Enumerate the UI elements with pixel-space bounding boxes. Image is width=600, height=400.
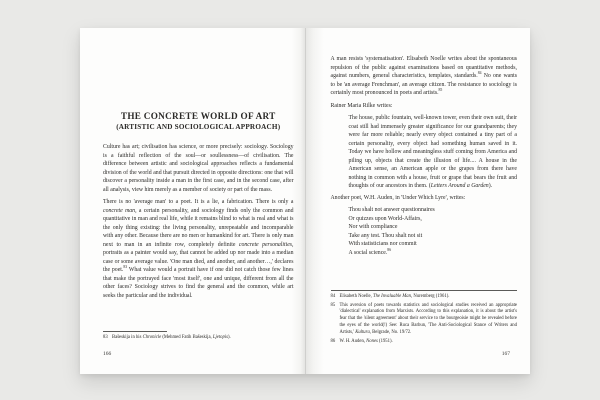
- quote-text: The house, public fountain, well-known tower, even their own suit, their coat still had immensely greater significance for our grandparents; they were far more reliable; nearly every object contained a tiny part of a certain personality, every object had something human saved in it. Today we have hollow and meaningless stuff coming from America and piling up, objects that create the illusion of life.... A house in the American sense, an American apple or the grapes from there have nothing in common with a house, fruit or grape that bears the fruit and thoughts of our ancestors in them. (: [348, 115, 517, 189]
- page-number-left: 166: [103, 351, 112, 357]
- footnote-number: 83: [103, 335, 108, 341]
- footnote-rule: [103, 331, 167, 332]
- quote-close: ).: [488, 183, 493, 189]
- left-paragraph-2: [103, 198, 294, 300]
- poem-line: Thou shalt not answer questionnaires: [348, 207, 435, 213]
- footnote-segment: , Belgrade, No. 19/72.: [369, 330, 412, 336]
- footnote-segment: (Mehmed Fatih Bašeskija,: [161, 335, 213, 341]
- footnote-ref-84: 84: [477, 71, 482, 76]
- footnote-number: 84: [330, 293, 336, 299]
- footnote-86: [331, 339, 518, 346]
- footnote-text: [112, 335, 294, 342]
- page-number-right: 167: [501, 351, 510, 357]
- body-text-segment: , portraits as a painter would say, that cannot be added up nor made into a median case or some average value. 'One man died, and another, and another…,' declares the poet.: [103, 241, 294, 273]
- page-left: [80, 28, 306, 374]
- footnote-85: [331, 303, 518, 338]
- italic-segment: concrete man: [103, 207, 136, 214]
- italic-segment: Kultura: [355, 330, 370, 336]
- poem-line: With statisticians nor commit: [348, 241, 417, 247]
- poem-line: Take any test. Thou shalt not sit: [348, 232, 423, 239]
- footnote-segment: W. H. Auden,: [339, 339, 367, 345]
- footnote-segment: This aversion of poets towards statistics and sociological studies received an appropriate 'dialectical' explanation from Marxists. According to this explanation, it is about the artist's fear that the 'silent agreement' about their service to the bourgeoisie might be revealed before the eyes of the world(!) See: Ruca Barbun, 'The Anti-Sociological Stance of Writers and Artists,': [339, 302, 517, 336]
- body-text-segment: No one wants to be 'an average Frenchman', an average citizen. The resistance to sociology is certainly most pronounced in poets and artists.: [330, 73, 517, 96]
- quote-source-title: Letters Around a Garden: [430, 183, 489, 189]
- body-text-segment: , a certain personality, and sociology finds only the common and quantitative in man and real life, while it remains blind to what is real and what is the only thing existing: the living personality, unrepeatable and incomparable with any other. Because there are no men or humankind for art. There is only man next to man in an infinite row, completely definite: [103, 207, 294, 248]
- chapter-subtitle: (ARTISTIC AND SOCIOLOGICAL APPROACH): [116, 123, 281, 131]
- body-text-segment: There is no 'average man' to a poet. It is a lie, a fabrication. There is only a: [103, 199, 294, 205]
- footnote-text: [340, 294, 518, 301]
- auden-intro: Another poet, W.H. Auden, in 'Under Which Lyre', writes:: [330, 194, 466, 201]
- left-page-content: [103, 110, 294, 304]
- body-text-segment: A man resists 'systematisation'. Elisabeth Noelle writes about the spontaneous repulsion of the public against examinations based on quantitative methods, against numbers, general characteristics, templates, standards.: [330, 56, 517, 79]
- rilke-intro: Rainer Maria Rilke writes:: [330, 102, 393, 109]
- footnote-ref-85: 85: [438, 88, 443, 93]
- auden-poem: [349, 206, 518, 257]
- right-page-content: [331, 55, 518, 257]
- footnote-text: [340, 303, 518, 338]
- footnote-rule: [331, 290, 518, 291]
- footnote-segment: (1951).: [377, 339, 393, 345]
- poem-line: Or quizzes upon World-Affairs,: [348, 215, 422, 222]
- left-footnotes: [103, 331, 294, 344]
- footnote-number: 86: [330, 339, 336, 345]
- footnote-segment: Elisabeth Noelle,: [339, 293, 373, 299]
- footnote-83: [103, 335, 294, 342]
- rilke-quote: [349, 114, 518, 191]
- page-right: [306, 28, 531, 374]
- book-spread: [80, 28, 530, 374]
- footnote-ref-83: 83: [123, 265, 128, 270]
- right-paragraph-1: [331, 55, 518, 98]
- poem-line: Nor with compliance: [348, 224, 398, 230]
- body-text-segment: What value would a portrait have if one did not catch those few lines that make the portrayed face 'most itself', one and unique, different from all the other faces? Sociology strives to find the general and the common, while art seeks the particular and the individual.: [103, 267, 294, 299]
- footnote-ref-86: 86: [387, 247, 392, 252]
- left-paragraph-1: Culture has art; civilisation has science, or more precisely: sociology. Sociology is a faithful reflection of the soul—or soullessness—of civilisation. The difference between artistic and sociological approaches reflects a fundamental division of the world and that pursuit directed in opposite directions: one that will discover a personality inside a man in the first case, and in the second case, after all analysis, view him merely as a member of society or part of the mass.: [103, 144, 294, 193]
- footnote-84: [331, 294, 518, 301]
- italic-segment: Chronicle: [142, 335, 162, 341]
- italic-segment: Nones: [366, 339, 378, 345]
- italic-segment: The Invaluable Man: [372, 293, 411, 299]
- footnote-number: 85: [330, 302, 336, 308]
- italic-segment: Ljetopis: [212, 335, 228, 341]
- footnote-segment: Bašeskija in his: [112, 335, 143, 341]
- footnote-text: [340, 339, 518, 346]
- footnote-segment: , Nuremberg (1961).: [410, 293, 450, 299]
- poem-line-text: A social science.: [348, 249, 388, 256]
- chapter-title: THE CONCRETE WORLD OF ART: [120, 111, 276, 121]
- italic-segment: concrete personalities: [238, 241, 293, 248]
- footnote-segment: ).: [227, 335, 231, 341]
- right-footnotes: [331, 290, 518, 348]
- poem-line: [349, 249, 518, 258]
